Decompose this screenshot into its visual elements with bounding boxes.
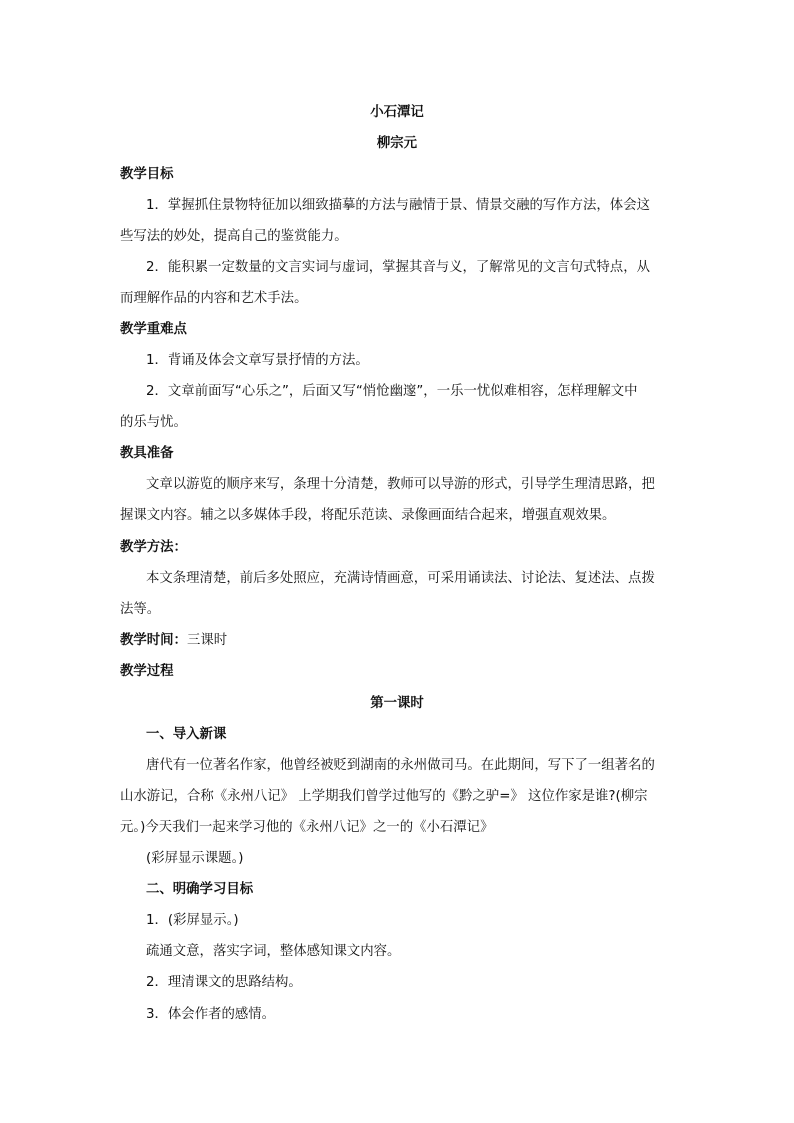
heading-teaching-time: 教学时间： <box>120 633 187 648</box>
doc-author: 柳宗元 <box>376 136 418 151</box>
method-line-1: 本文条理清楚，前后多处照应，充满诗情画意，可采用诵读法、讨论法、复述法、点拨 <box>146 571 655 586</box>
teaching-time-value: 三课时 <box>186 633 228 648</box>
doc-title: 小石潭记 <box>370 105 424 120</box>
key-point-2-line-1: 2．文章前面写“心乐之”，后面又写“悄怆幽邃”，一乐一忧似难相容，怎样理解文中 <box>146 384 638 399</box>
heading-teaching-process: 教学过程 <box>120 664 174 679</box>
part-1-heading: 一、导入新课 <box>146 727 227 742</box>
goal-1-line-2: 些写法的妙处，提高自己的鉴赏能力。 <box>120 229 348 244</box>
heading-teaching-method: 教学方法： <box>120 540 187 555</box>
key-point-2-line-2: 的乐与忧。 <box>120 415 187 430</box>
heading-teaching-tools: 教具准备 <box>120 446 174 461</box>
goal-2-line-1: 2．能积累一定数量的文言实词与虚词，掌握其音与义，了解常见的文言句式特点，从 <box>146 260 650 275</box>
objective-1: 1．(彩屏显示。) <box>146 913 239 928</box>
part-2-heading: 二、明确学习目标 <box>146 882 254 897</box>
intro-line-2: 山水游记，合称《永州八记》 上学期我们曾学过他写的《黔之驴=》 这位作家是谁?(柳宗 <box>120 789 648 804</box>
objective-3: 3．体会作者的感情。 <box>146 1007 276 1022</box>
tools-line-2: 握课文内容。辅之以多媒体手段，将配乐范读、录像画面结合起来，增强直观效果。 <box>120 508 616 523</box>
heading-key-points: 教学重难点 <box>120 322 187 337</box>
objective-2: 2．理清课文的思路结构。 <box>146 975 302 990</box>
goal-2-line-2: 而理解作品的内容和艺术手法。 <box>120 291 308 306</box>
tools-line-1: 文章以游览的顺序来写，条理十分清楚，教师可以导游的形式，引导学生理清思路，把 <box>146 477 655 492</box>
heading-teaching-goals: 教学目标 <box>120 167 174 182</box>
teaching-time <box>120 631 227 651</box>
intro-line-1: 唐代有一位著名作家，他曾经被贬到湖南的永州做司马。在此期间，写下了一组著名的 <box>146 758 655 773</box>
key-point-1: 1．背诵及体会文章写景抒情的方法。 <box>146 353 369 368</box>
method-line-2: 法等。 <box>120 602 161 617</box>
intro-line-4: (彩屏显示课题。) <box>146 851 244 866</box>
goal-1-line-1: 1．掌握抓住景物特征加以细致描摹的方法与融情于景、情景交融的写作方法，体会这 <box>146 198 650 213</box>
objective-1-text: 疏通文意，落实字词，整体感知课文内容。 <box>146 944 401 959</box>
lesson-1-heading: 第一课时 <box>370 696 424 711</box>
intro-line-3: 元。)今天我们一起来学习他的《永州八记》之一的《小石潭记》 <box>120 820 494 835</box>
